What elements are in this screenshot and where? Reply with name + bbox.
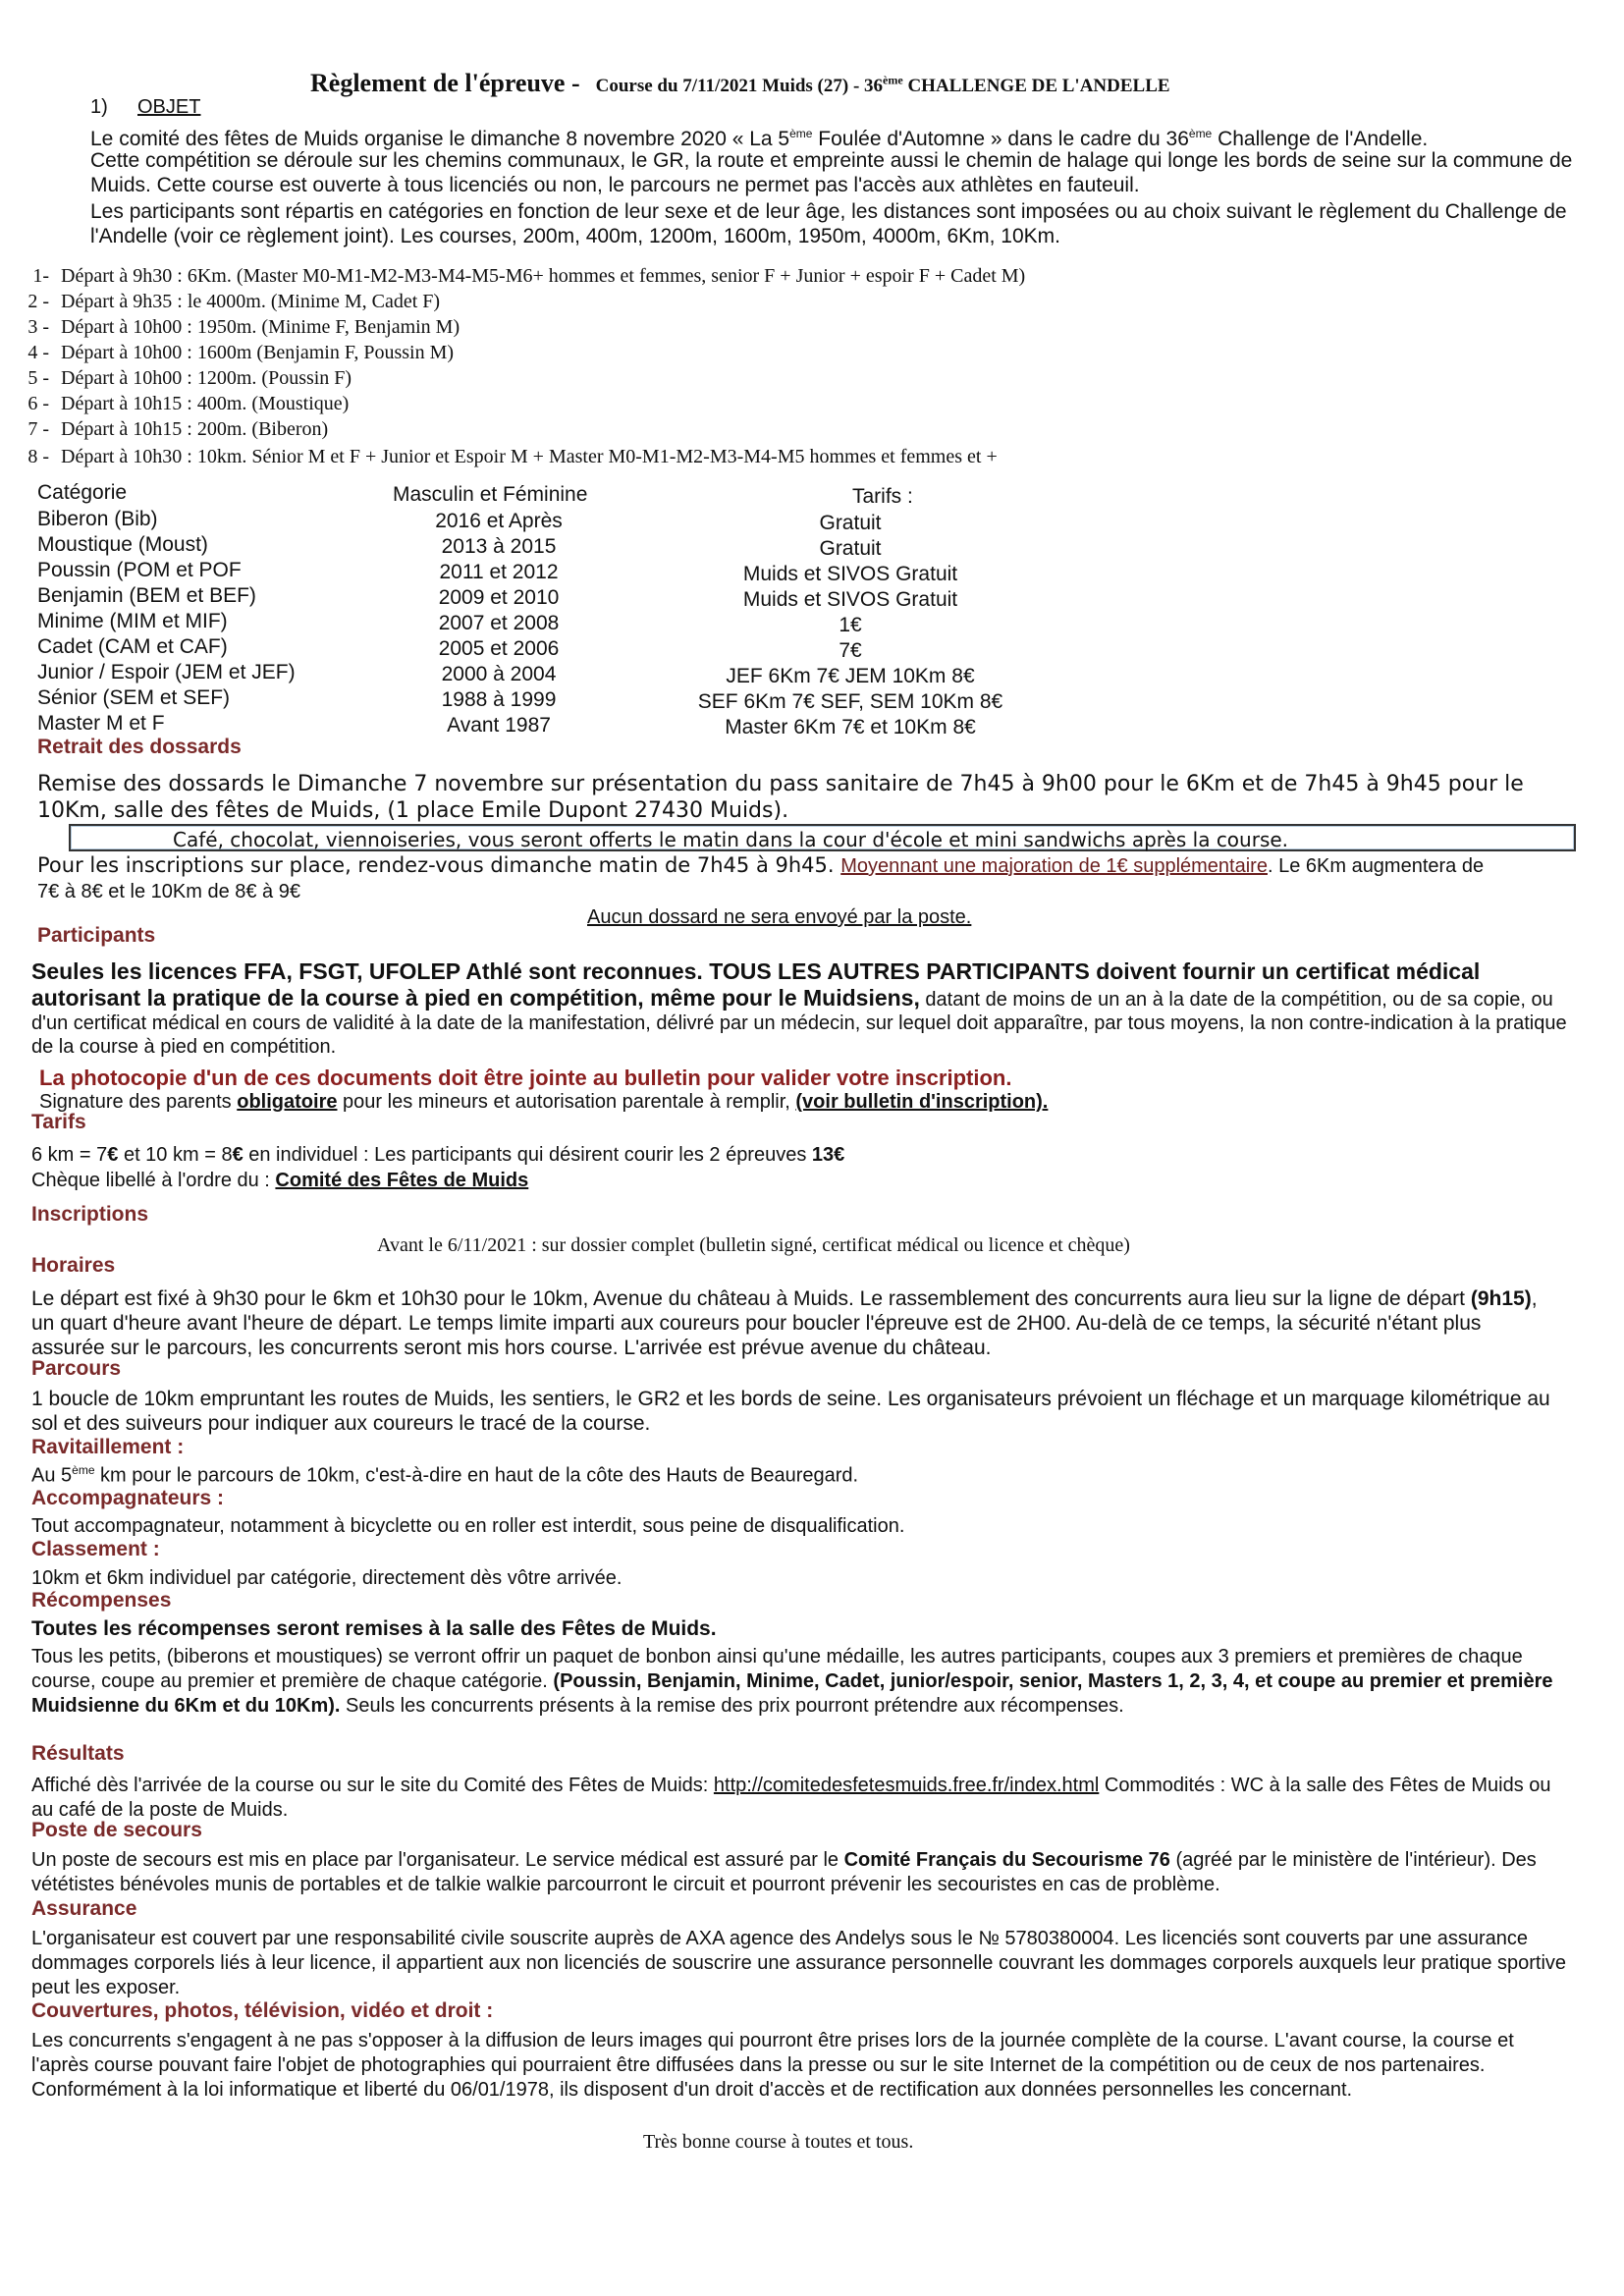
category-tarif: SEF 6Km 7€ SEF, SEM 10Km 8€ [697, 690, 1003, 713]
recompenses-paragraph: Tous les petits, (biberons et moustiques) se verront offrir un paquet de bonbon ainsi qu'une médaille, les autres participants, coupes aux 3 premiers et premières de chaque course, coupe au premier et première de chaque catégorie. (Poussin, Benjamin, Minime, Cadet, junior/espoir, senior, Masters 1, 2, 3, 4, et coupe au premier et première Muidsienne du 6Km et du 10Km). Seuls les concurrents présents à la remise des prix pourront prétendre aux récompenses. [31, 1646, 1553, 1717]
recompenses-bold: Toutes les récompenses seront remises à la salle des Fêtes de Muids. [31, 1617, 717, 1640]
category-years: Avant 1987 [447, 714, 551, 737]
category-tarif: 7€ [839, 639, 862, 662]
category-tarif: Muids et SIVOS Gratuit [742, 563, 958, 585]
departure-number: 3 - [27, 316, 49, 338]
section-accompagnateurs-heading: Accompagnateurs : [31, 1487, 225, 1509]
departure-text: Départ à 10h15 : 400m. (Moustique) [61, 393, 350, 414]
section-retrait-heading: Retrait des dossards [37, 736, 242, 758]
category-name: Master M et F [37, 712, 165, 735]
participants-paragraph: Seules les licences FFA, FSGT, UFOLEP Athlé sont reconnues. TOUS LES AUTRES PARTICIPANTS doivent fournir un certificat médical autorisant la pratique de la course à pied en compétition, même pour le Muidsiens, datant de moins de un an à la date de la compétition, ou de sa copie, ou d'un certificat médical en cours de validité à la date de la manifestation, délivré par un médecin, sur lequel doit apparaître, par tous moyens, la non contre-indication à la pratique de la course à pied en compétition. [31, 958, 1567, 1058]
category-years: 2011 et 2012 [439, 561, 559, 583]
category-tarif: JEF 6Km 7€ JEM 10Km 8€ [726, 665, 975, 687]
category-years: 2007 et 2008 [438, 612, 560, 634]
category-tarif: Gratuit [819, 537, 882, 560]
tarifs-line-1: 6 km = 7€ et 10 km = 8€ en individuel : Les participants qui désirent courir les 2 épreuves 13€ [31, 1144, 845, 1166]
section-horaires-heading: Horaires [31, 1254, 116, 1277]
departure-item [10, 291, 440, 313]
objet-paragraph-3: Les participants sont répartis en catégories en fonction de leur sexe et de leur âge, les distances sont imposées ou au choix suivant le règlement du Challenge de l'Andelle (voir ce règlement joint). Les courses, 200m, 400m, 1200m, 1600m, 1950m, 4000m, 6Km, 10Km. [90, 200, 1567, 247]
departure-number: 1- [32, 265, 49, 287]
category-tarif: 1€ [839, 614, 862, 636]
departure-item [10, 446, 998, 468]
category-years: 1988 à 1999 [441, 688, 557, 711]
objet-paragraph-2: Cette compétition se déroule sur les chemins communaux, le GR, la route et empreinte aussi le chemin de halage qui longe les bords de seine sur la commune de Muids. Cette course est ouverte à tous licenciés ou non, le parcours ne permet pas l'accès aux athlètes en fauteuil. [90, 149, 1573, 196]
section-parcours-heading: Parcours [31, 1357, 122, 1380]
parcours-paragraph: 1 boucle de 10km empruntant les routes de Muids, les sentiers, le GR2 et les bords de seine. Les organisateurs prévoient un fléchage et un marquage kilométrique au sol et des suiveurs pour indiquer aux coureurs le tracé de la course. [31, 1388, 1550, 1435]
departure-number: 8 - [27, 446, 49, 467]
departure-item [10, 367, 352, 390]
departure-number: 6 - [27, 393, 49, 414]
departure-item [10, 418, 328, 441]
parental-signature: Signature des parents obligatoire pour les mineurs et autorisation parentale à remplir, (voir bulletin d'inscription). [39, 1091, 1049, 1113]
classement-text: 10km et 6km individuel par catégorie, directement dès vôtre arrivée. [31, 1567, 623, 1589]
category-tarif: Master 6Km 7€ et 10Km 8€ [725, 716, 976, 738]
closing-line: Très bonne course à toutes et tous. [643, 2131, 914, 2153]
section-participants-heading: Participants [37, 924, 156, 947]
departure-number: 7 - [27, 418, 49, 440]
accompagnateurs-text: Tout accompagnateur, notamment à bicyclette ou en roller est interdit, sous peine de disqualification. [31, 1515, 905, 1537]
table-header-category: Catégorie [37, 481, 128, 504]
page-title: Règlement de l'épreuve - Course du 7/11/2021 Muids (27) - 36ème CHALLENGE DE L'ANDELLE [310, 69, 1170, 97]
section-tarifs-heading: Tarifs [31, 1111, 86, 1133]
departure-number: 5 - [27, 367, 49, 389]
category-tarif: Muids et SIVOS Gratuit [742, 588, 958, 611]
departure-text: Départ à 10h00 : 1200m. (Poussin F) [61, 367, 352, 389]
document-copy-required: La photocopie d'un de ces documents doit être jointe au bulletin pour valider votre inscription. [39, 1066, 1012, 1090]
no-mail-notice: Aucun dossard ne sera envoyé par la poste. [587, 906, 972, 928]
secours-paragraph: Un poste de secours est mis en place par l'organisateur. Le service médical est assuré par le Comité Français du Secourisme 76 (agréé par le ministère de l'intérieur). Des vététistes bénévoles munis de portables et de talkie walkie parcourront le circuit et pourront prévenir les secouristes en cas de problème. [31, 1849, 1537, 1895]
inscriptions-text: Avant le 6/11/2021 : sur dossier complet (bulletin signé, certificat médical ou licence et chèque) [377, 1234, 1130, 1256]
section-secours-heading: Poste de secours [31, 1819, 202, 1841]
departure-text: Départ à 9h30 : 6Km. (Master M0-M1-M2-M3-M4-M5-M6+ hommes et femmes, senior F + Junior + espoir F + Cadet M) [61, 265, 1026, 287]
section-objet-number: 1) [90, 96, 108, 118]
category-years: 2016 et Après [435, 510, 563, 532]
resultats-paragraph: Affiché dès l'arrivée de la course ou sur le site du Comité des Fêtes de Muids: http://comitedesfetesmuids.free.fr/index.html Commodités : WC à la salle des Fêtes de Muids ou au café de la poste de Muids. [31, 1775, 1551, 1821]
page-subtitle: Course du 7/11/2021 Muids (27) - 36ème CHALLENGE DE L'ANDELLE [595, 73, 1170, 96]
category-name: Sénior (SEM et SEF) [37, 686, 231, 709]
category-name: Poussin (POM et POF [37, 559, 242, 581]
category-name: Cadet (CAM et CAF) [37, 635, 228, 658]
category-tarif: Gratuit [819, 512, 882, 534]
departure-item [10, 393, 349, 415]
category-years: 2005 et 2006 [438, 637, 560, 660]
section-resultats-heading: Résultats [31, 1742, 125, 1765]
departure-text: Départ à 10h00 : 1600m (Benjamin F, Poussin M) [61, 342, 455, 363]
section-assurance-heading: Assurance [31, 1897, 137, 1920]
section-objet-heading: OBJET [137, 96, 201, 118]
on-site-registration: Pour les inscriptions sur place, rendez-vous dimanche matin de 7h45 à 9h45. Moyennant une majoration de 1€ supplémentaire. Le 6Km augmentera de 7€ à 8€ et le 10Km de 8€ à 9€ [37, 853, 1485, 902]
section-ravitaillement-heading: Ravitaillement : [31, 1436, 185, 1458]
assurance-paragraph: L'organisateur est couvert par une responsabilité civile souscrite auprès de AXA agence des Andelys sous le № 5780380004. Les licenciés sont couverts par une assurance dommages corporels liés à leur licence, il appartient aux non licenciés de souscrire une assurance personnelle couvrant les dommages corporels auxquels leur pratique sportive peut les exposer. [31, 1928, 1567, 1998]
results-link[interactable]: http://comitedesfetesmuids.free.fr/index.html [713, 1775, 1100, 1796]
table-header-years: Masculin et Féminine [393, 483, 588, 506]
retrait-paragraph: Remise des dossards le Dimanche 7 novembre sur présentation du pass sanitaire de 7h45 à 9h00 pour le 6Km et de 7h45 à 9h45 pour le 10Km, salle des fêtes de Muids, (1 place Emile Dupont 27430 Muids). [37, 772, 1524, 823]
category-years: 2009 et 2010 [438, 586, 560, 609]
category-name: Minime (MIM et MIF) [37, 610, 228, 632]
departure-text: Départ à 10h00 : 1950m. (Minime F, Benjamin M) [61, 316, 460, 338]
category-name: Moustique (Moust) [37, 533, 208, 556]
section-classement-heading: Classement : [31, 1538, 160, 1560]
objet-paragraph-1: Le comité des fêtes de Muids organise le dimanche 8 novembre 2020 « La 5ème Foulée d'Automne » dans le cadre du 36ème Challenge de l'Andelle. [90, 127, 1429, 150]
category-years: 2013 à 2015 [441, 535, 557, 558]
category-name: Biberon (Bib) [37, 508, 158, 530]
ravitaillement-text: Au 5ème km pour le parcours de 10km, c'est-à-dire en haut de la côte des Hauts de Beauregard. [31, 1463, 859, 1487]
table-header-tarifs: Tarifs : [852, 485, 913, 508]
departure-item [10, 265, 1025, 288]
departure-number: 2 - [27, 291, 49, 312]
category-years: 2000 à 2004 [441, 663, 557, 685]
horaires-paragraph: Le départ est fixé à 9h30 pour le 6km et 10h30 pour le 10km, Avenue du château à Muids. Le rassemblement des concurrents aura lieu sur la ligne de départ (9h15), un quart d'heure avant l'heure de départ. Le temps limite imparti aux coureurs pour boucler l'épreuve est de 2H00. Au-delà de ce temps, la sécurité n'étant plus assurée sur le parcours, les concurrents seront mis hors course. L'arrivée est prévue avenue du château. [31, 1287, 1538, 1359]
category-name: Junior / Espoir (JEM et JEF) [37, 661, 296, 683]
couvertures-paragraph: Les concurrents s'engagent à ne pas s'opposer à la diffusion de leurs images qui pourront être prises lors de la journée complète de la course. L'avant course, la course et l'après course pouvant faire l'objet de photographies qui pourraient être diffusées dans la presse ou sur le site Internet de la compétition ou de ceux de nos partenaires. Conformément à la loi informatique et liberté du 06/01/1978, ils disposent d'un droit d'accès et de rectification aux données personnelles les concernant. [31, 2030, 1514, 2101]
section-recompenses-heading: Récompenses [31, 1589, 172, 1612]
departure-text: Départ à 10h15 : 200m. (Biberon) [61, 418, 329, 440]
refreshments-notice: Café, chocolat, viennoiseries, vous seront offerts le matin dans la cour d'école et mini sandwichs après la course. [69, 824, 1576, 851]
category-name: Benjamin (BEM et BEF) [37, 584, 256, 607]
section-couvertures-heading: Couvertures, photos, télévision, vidéo et droit : [31, 1999, 494, 2022]
departure-item [10, 316, 460, 339]
departure-item [10, 342, 454, 364]
departure-number: 4 - [27, 342, 49, 363]
departure-text: Départ à 10h30 : 10km. Sénior M et F + Junior et Espoir M + Master M0-M1-M2-M3-M4-M5 hommes et femmes et + [61, 446, 998, 467]
section-inscriptions-heading: Inscriptions [31, 1203, 149, 1226]
tarifs-line-2: Chèque libellé à l'ordre du : Comité des Fêtes de Muids [31, 1170, 529, 1191]
departure-text: Départ à 9h35 : le 4000m. (Minime M, Cadet F) [61, 291, 441, 312]
